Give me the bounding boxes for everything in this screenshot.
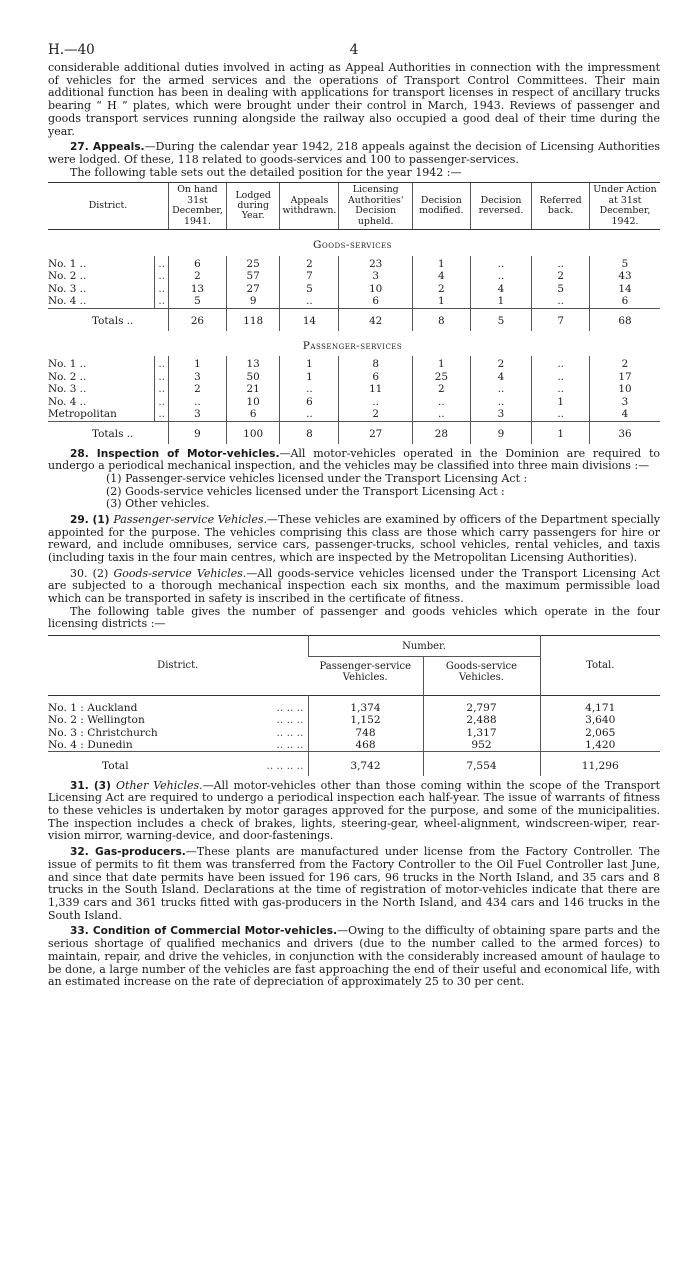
section-30-lead: 30. (2) (70, 566, 114, 580)
table-cell: .. (532, 383, 590, 396)
table-cell: 952 (423, 739, 540, 752)
table-row (48, 270, 660, 283)
leader-dots: .. .. .. .. (210, 752, 308, 776)
totals-label: Total (48, 752, 210, 776)
col-total: Total. (540, 636, 660, 696)
table-cell: 3 (168, 371, 226, 384)
table-cell: 1,152 (308, 714, 423, 726)
total-cell: 9 (470, 422, 532, 444)
table-cell: .. (280, 408, 339, 421)
col-district: District. (157, 660, 199, 672)
section-33-paragraph (48, 925, 660, 989)
table-cell: 1,374 (308, 696, 423, 715)
table-cell: .. (532, 371, 590, 384)
district-name: No. 3 : Christchurch (48, 726, 158, 739)
total-cell: 14 (280, 308, 339, 330)
leader-dots: .. .. .. (276, 702, 304, 715)
table-cell: 21 (226, 383, 280, 396)
table-cell: 6 (339, 295, 413, 308)
leader-dots: .. (155, 371, 169, 384)
district-name: No. 2 : Wellington (48, 714, 145, 727)
passenger-district: No. 4 .. (48, 395, 87, 408)
table-cell: .. (532, 295, 590, 308)
table-cell: 27 (226, 283, 280, 296)
table-cell: 6 (168, 256, 226, 271)
table-cell: 5 (589, 256, 660, 271)
col-referred: Referred back. (532, 183, 590, 230)
table-cell: 6 (339, 371, 413, 384)
table-cell: 2,488 (423, 714, 540, 726)
col-goods-vehicles: Goods-service Vehicles. (423, 657, 540, 696)
leader-dots: .. (155, 356, 169, 371)
section-31-title: Other Vehicles. (116, 778, 203, 792)
table-cell: 43 (589, 270, 660, 283)
leader-dots: .. (155, 295, 169, 308)
table-cell: 13 (226, 356, 280, 371)
leader-dots: .. .. .. (276, 726, 304, 739)
list-item: (1) Passenger-service vehicles licensed under the Transport Licensing Act : (106, 472, 528, 486)
leader-dots: .. (155, 283, 169, 296)
table-cell: 2 (280, 256, 339, 271)
total-cell: 36 (589, 422, 660, 444)
table-row (48, 696, 660, 715)
table-cell: 3,640 (540, 714, 660, 726)
table-cell: 10 (589, 383, 660, 396)
table-row (48, 256, 660, 271)
section-30-text: —All goods-service vehicles licensed under the Transport Licensing Act are subjected to a thorough mechanical inspection each six months, and the maximum permissible load which can be transported in safety is inscribed in the certificate of fitness. (48, 566, 661, 606)
section-30-table-intro: The following table gives the number of passenger and goods vehicles which operate in the four licensing districts :— (48, 604, 660, 631)
table-cell: 17 (589, 371, 660, 384)
table-row (48, 295, 660, 308)
col-upheld: Licensing Authorities' Decision upheld. (339, 183, 413, 230)
table-cell: .. (280, 383, 339, 396)
table-cell: .. (470, 396, 532, 409)
totals-row (48, 308, 660, 330)
table-cell: 1 (412, 295, 470, 308)
table-cell: .. (412, 408, 470, 421)
section-31-paragraph (48, 780, 660, 844)
table-cell: 8 (339, 356, 413, 371)
table-cell: 50 (226, 371, 280, 384)
total-cell: 28 (412, 422, 470, 444)
table-cell: .. (168, 396, 226, 409)
table-cell: .. (470, 270, 532, 283)
table-cell: 3 (339, 270, 413, 283)
table-cell: 1 (532, 396, 590, 409)
goods-district: No. 2 .. (48, 270, 87, 283)
section-29-title: Passenger-service Vehicles. (113, 512, 268, 526)
vehicle-numbers-body (48, 696, 660, 776)
table-cell: 6 (589, 295, 660, 308)
table-cell: 3 (168, 408, 226, 421)
table-cell: 3 (589, 396, 660, 409)
table-row (48, 383, 660, 396)
table-row (48, 714, 660, 726)
section-28-paragraph (48, 448, 660, 473)
document-code: H.—40 (48, 42, 95, 58)
leader-dots: .. .. .. (276, 714, 304, 727)
passenger-district: No. 2 .. (48, 370, 87, 383)
table-cell: 4 (589, 408, 660, 421)
table-cell: .. (532, 256, 590, 271)
total-cell: 9 (168, 422, 226, 444)
totals-row (48, 422, 660, 444)
total-cell: 8 (412, 308, 470, 330)
leader-dots: .. (155, 396, 169, 409)
intro-paragraph: considerable additional duties involved in acting as Appeal Authorities in connection with the impressment of vehicles for the armed services and the operations of Transport Control Committees. Their main additional function has been in dealing with applications for transport licenses in respect of ancillary trucks bearing “ H ” plates, which were brought under their control in March, 1943. Reviews of passenger and goods transport services running alongside the railway also occupied a good deal of their time during the year. (48, 61, 660, 138)
leader-dots: .. (155, 270, 169, 283)
total-cell: 3,742 (308, 752, 423, 776)
table-cell: 2 (412, 383, 470, 396)
table-cell: 10 (339, 283, 413, 296)
table-cell: .. (412, 396, 470, 409)
col-under-action: Under Action at 31st December, 1942. (589, 183, 660, 230)
table-cell: 1 (412, 356, 470, 371)
col-lodged: Lodged during Year. (226, 183, 280, 230)
passenger-district: Metropolitan (48, 408, 117, 421)
table-cell: 1 (280, 356, 339, 371)
leader-dots: .. .. .. (276, 739, 304, 752)
vehicle-numbers-table (48, 635, 660, 775)
table-cell: 748 (308, 727, 423, 739)
table-cell: 25 (226, 256, 280, 271)
col-on-hand: On hand 31st December, 1941. (168, 183, 226, 230)
table-cell: 2 (412, 283, 470, 296)
total-cell: 7,554 (423, 752, 540, 776)
table-cell: 4 (470, 283, 532, 296)
section-33-heading: 33. Condition of Commercial Motor-vehicles. (70, 925, 338, 938)
table-cell: 2 (470, 356, 532, 371)
col-number: Number. (308, 636, 540, 657)
list-item: (2) Goods-service vehicles licensed under the Transport Licensing Act : (106, 484, 505, 498)
table-cell: .. (339, 396, 413, 409)
goods-district: No. 4 .. (48, 295, 87, 308)
table-cell: 6 (226, 408, 280, 421)
table-cell: 2,797 (423, 696, 540, 715)
total-cell: 11,296 (540, 752, 660, 776)
table-cell: 5 (532, 283, 590, 296)
table-cell: 23 (339, 256, 413, 271)
list-item: (3) Other vehicles. (106, 497, 210, 511)
total-cell: 8 (280, 422, 339, 444)
table-cell: 1 (412, 256, 470, 271)
section-27-text: —During the calendar year 1942, 218 appeals against the decision of Licensing Authorities were lodged. Of these, 118 related to goods-services and 100 to passenger-services. (48, 140, 660, 166)
table-cell: 6 (280, 396, 339, 409)
goods-district: No. 1 .. (48, 257, 87, 270)
section-30-paragraph (48, 568, 660, 606)
goods-district: No. 3 .. (48, 282, 87, 295)
table-cell: 13 (168, 283, 226, 296)
table-cell: .. (470, 383, 532, 396)
table-cell: 4 (470, 371, 532, 384)
table-cell: .. (470, 256, 532, 271)
table-cell: 1 (168, 356, 226, 371)
table-cell: 4,171 (540, 696, 660, 715)
table-cell: 3 (470, 408, 532, 421)
goods-services-title: Goods-services (313, 238, 392, 251)
table-cell: 57 (226, 270, 280, 283)
passenger-district: No. 3 .. (48, 383, 87, 396)
totals-label: Totals .. (48, 422, 168, 444)
table-cell: 468 (308, 739, 423, 752)
table-cell: 5 (280, 283, 339, 296)
table-cell: 1 (470, 295, 532, 308)
total-cell: 100 (226, 422, 280, 444)
total-cell: 5 (470, 308, 532, 330)
leader-dots: .. (155, 383, 169, 396)
table-cell: 11 (339, 383, 413, 396)
table-cell: 4 (412, 270, 470, 283)
table-row (48, 727, 660, 739)
section-29-paragraph (48, 514, 660, 565)
section-28-heading: 28. Inspection of Motor-vehicles. (70, 447, 280, 460)
col-district: District. (48, 183, 168, 230)
table-cell: .. (532, 356, 590, 371)
table-row (48, 371, 660, 384)
section-28-text: —All motor-vehicles operated in the Dominion are required to undergo a periodical mechanical inspection, and the vehicles may be classified into three main divisions :— (48, 446, 660, 473)
total-cell: 118 (226, 308, 280, 330)
total-cell: 1 (532, 422, 590, 444)
table-cell: 2 (532, 270, 590, 283)
totals-label: Totals .. (48, 308, 168, 330)
section-27-heading: 27. Appeals. (70, 141, 145, 154)
table-cell: 10 (226, 396, 280, 409)
table-row (48, 739, 660, 752)
document-page (48, 42, 660, 989)
leader-dots: .. (155, 408, 169, 421)
passenger-services-title: Passenger-services (302, 339, 403, 352)
col-passenger-vehicles: Passenger-service Vehicles. (319, 661, 412, 684)
table-cell: 2 (168, 270, 226, 283)
section-33-text: —Owing to the difficulty of obtaining spare parts and the serious shortage of qualified mechanics and drivers (due to the number called to the armed forces) to maintain, repair, and drive the vehicles, in conjunction with the considerably increased amount of haulage to be done, a large number of the vehicles are fast approaching the end of their useful and economical life, with an estimated increase on the rate of depreciation of approximately 25 to 30 per cent. (48, 924, 660, 989)
total-cell: 7 (532, 308, 590, 330)
table-cell: .. (532, 408, 590, 421)
section-32-paragraph (48, 846, 660, 922)
table-cell: 9 (226, 295, 280, 308)
goods-services-group (48, 229, 660, 330)
leader-dots: .. (155, 256, 169, 271)
table-cell: 14 (589, 283, 660, 296)
table-cell: 25 (412, 371, 470, 384)
section-32-heading: 32. Gas-producers. (70, 846, 186, 859)
table-cell: .. (280, 295, 339, 308)
table-row (48, 408, 660, 421)
table-cell: 1,317 (423, 727, 540, 739)
total-cell: 26 (168, 308, 226, 330)
col-reversed: Decision reversed. (470, 183, 532, 230)
appeals-table (48, 182, 660, 443)
section-30-title: Goods-service Vehicles. (113, 566, 247, 580)
table-cell: 7 (280, 270, 339, 283)
appeals-table-header (48, 183, 660, 230)
district-name: No. 1 : Auckland (48, 702, 138, 715)
table-row (48, 283, 660, 296)
total-cell: 68 (589, 308, 660, 330)
totals-row (48, 752, 660, 776)
total-cell: 42 (339, 308, 413, 330)
total-cell: 27 (339, 422, 413, 444)
vehicle-divisions-list (48, 473, 660, 511)
table-cell: 5 (168, 295, 226, 308)
col-withdrawn: Appeals withdrawn. (280, 183, 339, 230)
passenger-services-group (48, 331, 660, 444)
passenger-district: No. 1 .. (48, 358, 87, 371)
district-name: No. 4 : Dunedin (48, 739, 133, 752)
section-29-lead: 29. (1) (70, 513, 114, 526)
section-27-table-intro: The following table sets out the detailed position for the year 1942 :— (70, 165, 462, 179)
table-row (48, 356, 660, 371)
table-cell: 2 (339, 408, 413, 421)
section-31-text: —All motor-vehicles other than those coming within the scope of the Transport Licensing Act are required to undergo a periodical inspection each half-year. The issue of warrants of fitness to these vehicles is undertaken by motor garages approved for the purpose, and some of the municipalities. The inspection includes a check of brakes, lights, steering-gear, wheel-alignment, windscreen-wiper, rear-vision mirror, warning-device, and door-fastenings. (48, 778, 660, 843)
table-row (48, 396, 660, 409)
col-modified: Decision modified. (412, 183, 470, 230)
table-cell: 1,420 (540, 739, 660, 752)
page-header (48, 42, 660, 62)
section-29-text: —These vehicles are examined by officers of the Department specially appointed for the purpose. The vehicles comprising this class are those which carry passengers for hire or reward, and include omnibuses, service cars, passenger-trucks, school vehicles, rental vehicles, and taxis (including taxis in the four main centres, which are inspected by the Metropolitan Licensing Authorities). (48, 512, 660, 564)
section-27-paragraph (48, 141, 660, 166)
table-cell: 2 (589, 356, 660, 371)
section-32-text: —These plants are manufactured under license from the Factory Controller. The issue of permits to fit them was transferred from the Factory Controller to the Oil Fuel Controller last June, and since that date permits have been issued for 196 cars, 96 trucks in the North Island, and 35 cars and 8 trucks in the South Island. Declarations at the time of registration of motor-vehicles indicate that there are 1,339 cars and 361 trucks fitted with gas-producers in the North Island, and 434 cars and 146 trucks in the South Island. (48, 845, 660, 922)
table-cell: 1 (280, 371, 339, 384)
table-cell: 2 (168, 383, 226, 396)
table-cell: 2,065 (540, 727, 660, 739)
section-31-lead: 31. (3) (70, 779, 117, 792)
page-number: 4 (349, 42, 359, 58)
